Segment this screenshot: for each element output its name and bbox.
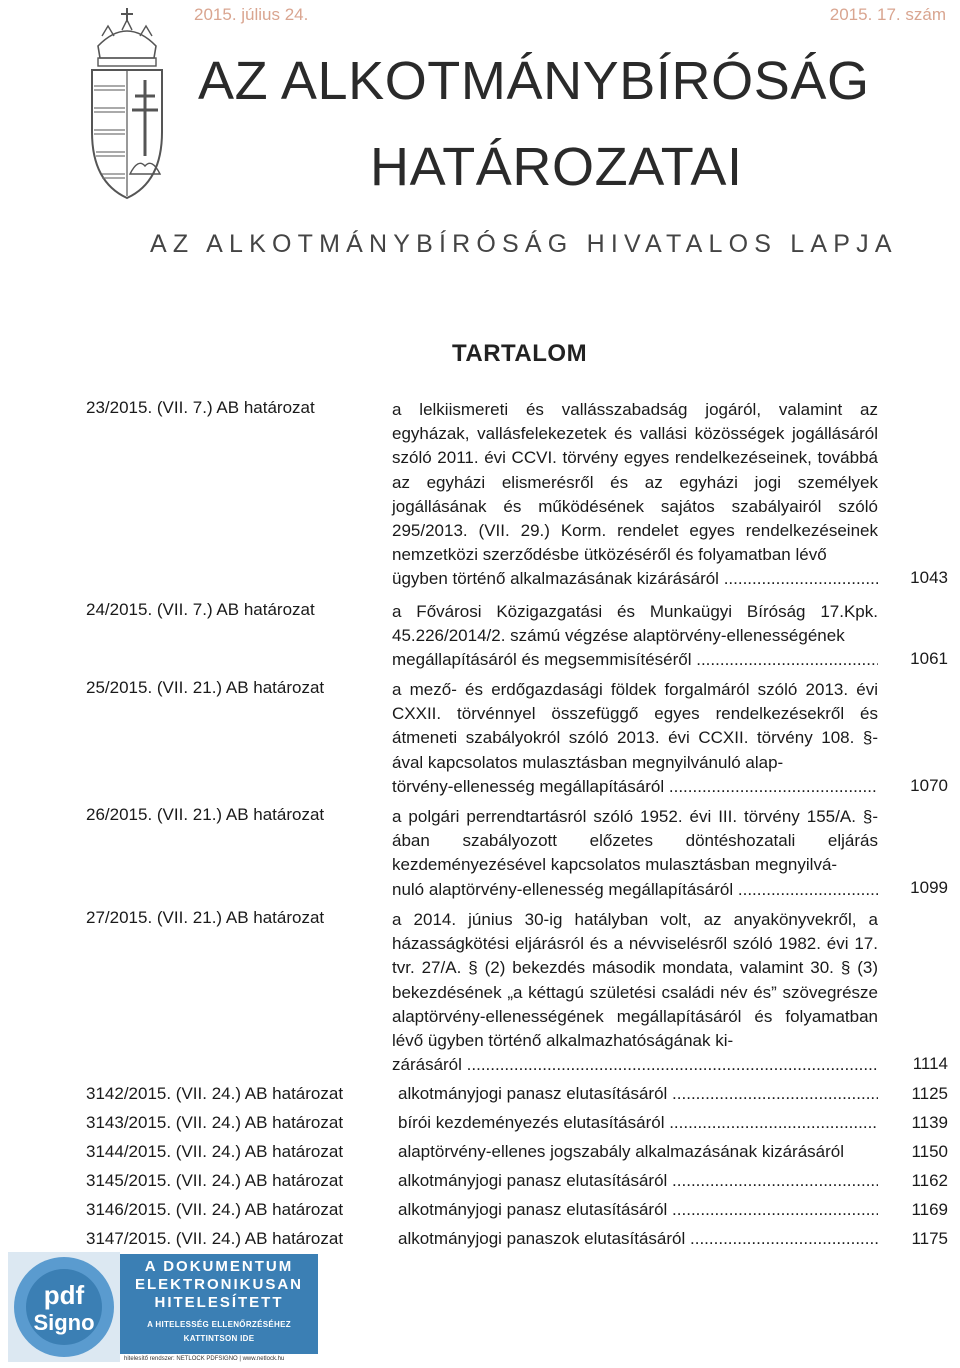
issue-date: 2015. július 24. (194, 5, 309, 24)
page-number: 1043 (910, 568, 948, 587)
toc-entry[interactable] (86, 1084, 948, 1110)
journal-subtitle: AZ ALKOTMÁNYBÍRÓSÁG HIVATALOS LAPJA (150, 230, 898, 258)
coat-of-arms-icon (84, 6, 170, 202)
svg-text:Signo: Signo (33, 1310, 95, 1335)
decision-id: 3144/2015. (VII. 24.) AB határozat (86, 1142, 344, 1161)
decision-description: a 2014. június 30-ig hatályban volt, az anyakönyvekről, a házasságkötési eljárásról és a névviselésről szóló 1982. évi 17. tvr. 27/A. § (2) bekezdés második mondata, valamint 30. § (3) bekezdésének „a kéttagú születési családi név és” szövegrésze alaptörvény-ellenességének megállapításáról és folyamatban lévő ügyben történő alkalmazhatóságának ki- zárásáról ..... (392, 908, 878, 1077)
decision-id: 25/2015. (VII. 21.) AB határozat (86, 678, 325, 697)
decision-description: alkotmányjogi panasz elutasításáról ..... (398, 1084, 878, 1104)
svg-text:pdf: pdf (43, 1280, 85, 1310)
page-number: 1114 (912, 1054, 948, 1073)
decision-description: alkotmányjogi panasz elutasításáról ..... (398, 1171, 878, 1191)
issue-number: 2015. 17. szám (829, 5, 946, 24)
toc-heading: TARTALOM (452, 340, 588, 367)
toc-entry[interactable] (86, 1142, 948, 1168)
page-number: 1099 (910, 878, 948, 897)
toc-entry[interactable] (86, 1171, 948, 1197)
verify-signature-link[interactable]: A DOKUMENTUM ELEKTRONIKUSAN HITELESÍTETT A HITELESSÉG ELLENŐRZÉSÉHEZ KATTINTSON IDE (120, 1254, 318, 1354)
esignature-badge[interactable] (8, 1252, 328, 1362)
journal-title-line2: HATÁROZATAI (370, 137, 743, 197)
decision-description: a polgári perrendtartásról szóló 1952. évi III. törvény 155/A. §-ában szabályozott előzetes döntéshozatali eljárás kezdeményezésével kapcsolatos mulasztásban megnyilvá- nuló alaptörvény-ellenesség megállapításáról ..... (392, 805, 878, 902)
decision-id: 3145/2015. (VII. 24.) AB határozat (86, 1171, 344, 1190)
decision-description: alkotmányjogi panaszok elutasításáról ..... (398, 1229, 878, 1249)
page-number: 1061 (910, 649, 948, 668)
decision-description: a Fővárosi Közigazgatási és Munkaügyi Bíróság 17.Kpk. 45.226/2014/2. számú végzése alaptörvény-ellenességének megállapításáról és megsemmisítéséről ..... (392, 600, 878, 673)
pdfsigno-logo-icon (8, 1252, 120, 1362)
page-number: 1162 (911, 1171, 948, 1190)
decision-description: a lelkiismereti és vallásszabadság jogáról, valamint az egyházak, vallásfelekezetek és vallási közösségek jogállásáról szóló 2011. évi CCVI. törvény egyes rendelkezéseinek, továbbá az egyházi elismerésről és az egyházi jogi személyek jogállásának és működésének sajátos szabályairól szóló 295/2013. (VII. 29.) Korm. rendelet egyes rendelkezéseinek nemzetközi szerződésbe ütközéséről és folyamatban lévő ügyben történő alkalmazásának kizárásáról ..... (392, 398, 878, 592)
decision-id: 3143/2015. (VII. 24.) AB határozat (86, 1113, 344, 1132)
toc-entry[interactable] (86, 678, 948, 800)
toc-entry[interactable] (86, 908, 948, 1078)
toc-entry[interactable] (86, 398, 948, 592)
decision-id: 27/2015. (VII. 21.) AB határozat (86, 908, 325, 927)
decision-id: 26/2015. (VII. 21.) AB határozat (86, 805, 325, 824)
toc-entry[interactable] (86, 805, 948, 903)
badge-footer: hitelesítő rendszer: NETLOCK PDFSIGNO | www.netlock.hu (124, 1356, 285, 1362)
toc-entry[interactable] (86, 1200, 948, 1226)
decision-description: bírói kezdeményezés elutasításáról ..... (398, 1113, 878, 1133)
decision-id: 3142/2015. (VII. 24.) AB határozat (86, 1084, 344, 1103)
decision-description: a mező- és erdőgazdasági földek forgalmáról szóló 2013. évi CXXII. törvénnyel összefüggő egyes rendelkezésekről és átmeneti szabályokról szóló 2013. évi CCXII. törvény 108. §-ával kapcsolatos mulasztásban megnyilvánuló alap- törvény-ellenesség megállapításáról ..... (392, 678, 878, 799)
decision-description: alkotmányjogi panasz elutasításáról ..... (398, 1200, 878, 1220)
page-number: 1150 (911, 1142, 948, 1161)
decision-description: alaptörvény-ellenes jogszabály alkalmazásának kizárásáról (398, 1142, 845, 1161)
decision-id: 24/2015. (VII. 7.) AB határozat (86, 600, 315, 619)
page-number: 1169 (911, 1200, 948, 1219)
page-number: 1139 (911, 1113, 948, 1132)
page-number: 1070 (910, 776, 948, 795)
journal-title: AZ ALKOTMÁNYBÍRÓSÁG (198, 51, 870, 111)
decision-id: 23/2015. (VII. 7.) AB határozat (86, 398, 315, 417)
page-number: 1125 (911, 1084, 948, 1103)
decision-id: 3146/2015. (VII. 24.) AB határozat (86, 1200, 344, 1219)
toc-entry[interactable] (86, 1113, 948, 1139)
page-number: 1175 (911, 1229, 948, 1248)
decision-id: 3147/2015. (VII. 24.) AB határozat (86, 1229, 344, 1248)
toc-entry[interactable] (86, 600, 948, 672)
